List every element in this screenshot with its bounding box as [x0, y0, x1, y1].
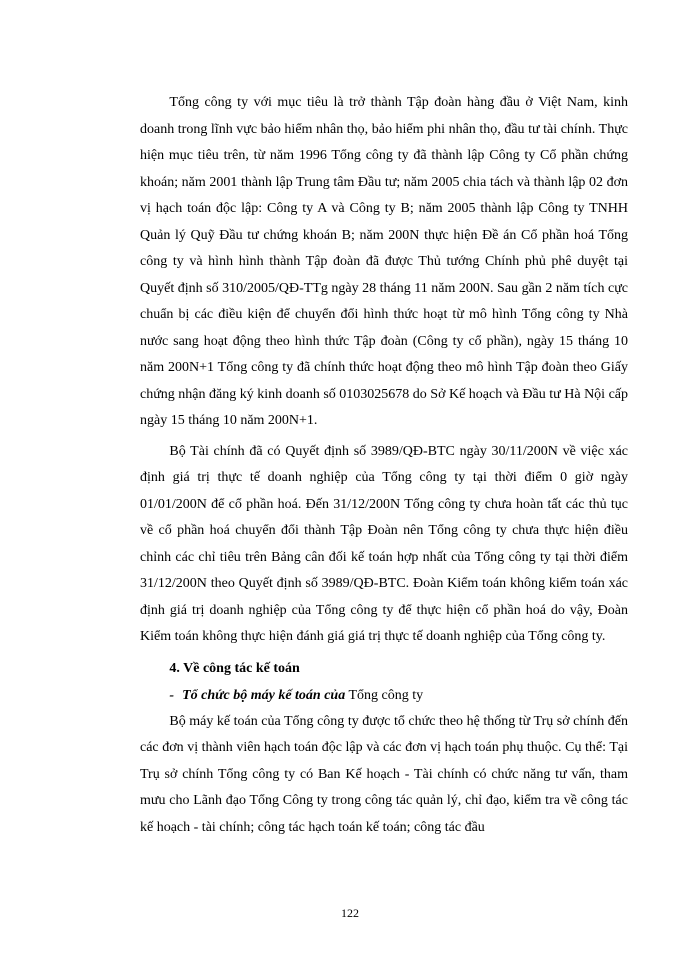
page-content: [140, 90, 628, 841]
subsection-heading: [140, 682, 628, 709]
subheading-rest: Tổng công ty: [345, 687, 424, 703]
paragraph-company-history: Tổng công ty với mục tiêu là trở thành Tập đoàn hàng đầu ở Việt Nam, kinh doanh trong lĩnh vực bảo hiểm nhân thọ, bảo hiểm phi nhân thọ, đầu tư tài chính. Thực hiện mục tiêu trên, từ năm 1996 Tổng công ty đã thành lập Công ty Cổ phần chứng khoán; năm 2001 thành lập Trung tâm Đầu tư; năm 2005 chia tách và thành lập 02 đơn vị hạch toán độc lập: Công ty A và Công ty B; năm 2005 thành lập Công ty TNHH Quản lý Quỹ Đầu tư chứng khoán B; năm 200N thực hiện Đề án Cổ phần hoá Tổng công ty và hình hình thành Tập đoàn đã được Thủ tướng Chính phủ phê duyệt tại Quyết định số 310/2005/QĐ-TTg ngày 28 tháng 11 năm 200N. Sau gần 2 năm tích cực chuẩn bị các điều kiện để chuyển đổi hình thức hoạt từ mô hình Tổng công ty Nhà nước sang hoạt động theo hình thức Tập đoàn (Công ty cổ phần), ngày 15 tháng 10 năm 200N+1 Tổng công ty đã chính thức hoạt động theo mô hình Tập đoàn theo Giấy chứng nhận đăng ký kinh doanh số 0103025678 do Sở Kế hoạch và Đầu tư Hà Nội cấp ngày 15 tháng 10 năm 200N+1.: [140, 95, 628, 428]
page-number: 122: [341, 906, 359, 920]
subheading-dash: -: [169, 687, 175, 703]
paragraph-valuation-decision: Bộ Tài chính đã có Quyết định số 3989/QĐ-BTC ngày 30/11/200N về việc xác định giá trị thực tế doanh nghiệp của Tổng công ty tại thời điểm 0 giờ ngày 01/01/200N để cổ phần hoá. Đến 31/12/200N Tổng công ty chưa hoàn tất các thủ tục về cổ phần hoá chuyển đổi thành Tập Đoàn nên Tổng công ty chưa thực hiện điều chỉnh các chỉ tiêu trên Bảng cân đối kế toán hợp nhất của Tổng công ty tại thời điểm 31/12/200N theo Quyết định số 3989/QĐ-BTC. Đoàn Kiểm toán không kiểm toán xác định giá trị doanh nghiệp của Tổng công ty để thực hiện cổ phần hoá do vậy, Đoàn Kiểm toán không thực hiện đánh giá giá trị thực tế doanh nghiệp của Tổng công ty.: [140, 443, 628, 644]
paragraph-accounting-structure: Bộ máy kế toán của Tổng công ty được tổ chức theo hệ thống từ Trụ sở chính đến các đơn vị thành viên hạch toán độc lập và các đơn vị hạch toán phụ thuộc. Cụ thể: Tại Trụ sở chính Tổng công ty có Ban Kế hoạch - Tài chính có chức năng tư vấn, tham mưu cho Lãnh đạo Tổng Công ty trong công tác quản lý, chỉ đạo, kiểm tra về công tác kế hoạch - tài chính; công tác hạch toán kế toán; công tác đầu: [140, 713, 628, 835]
subheading-emphasis: Tổ chức bộ máy kế toán của: [182, 687, 346, 703]
section-heading: 4. Về công tác kế toán: [169, 660, 300, 676]
